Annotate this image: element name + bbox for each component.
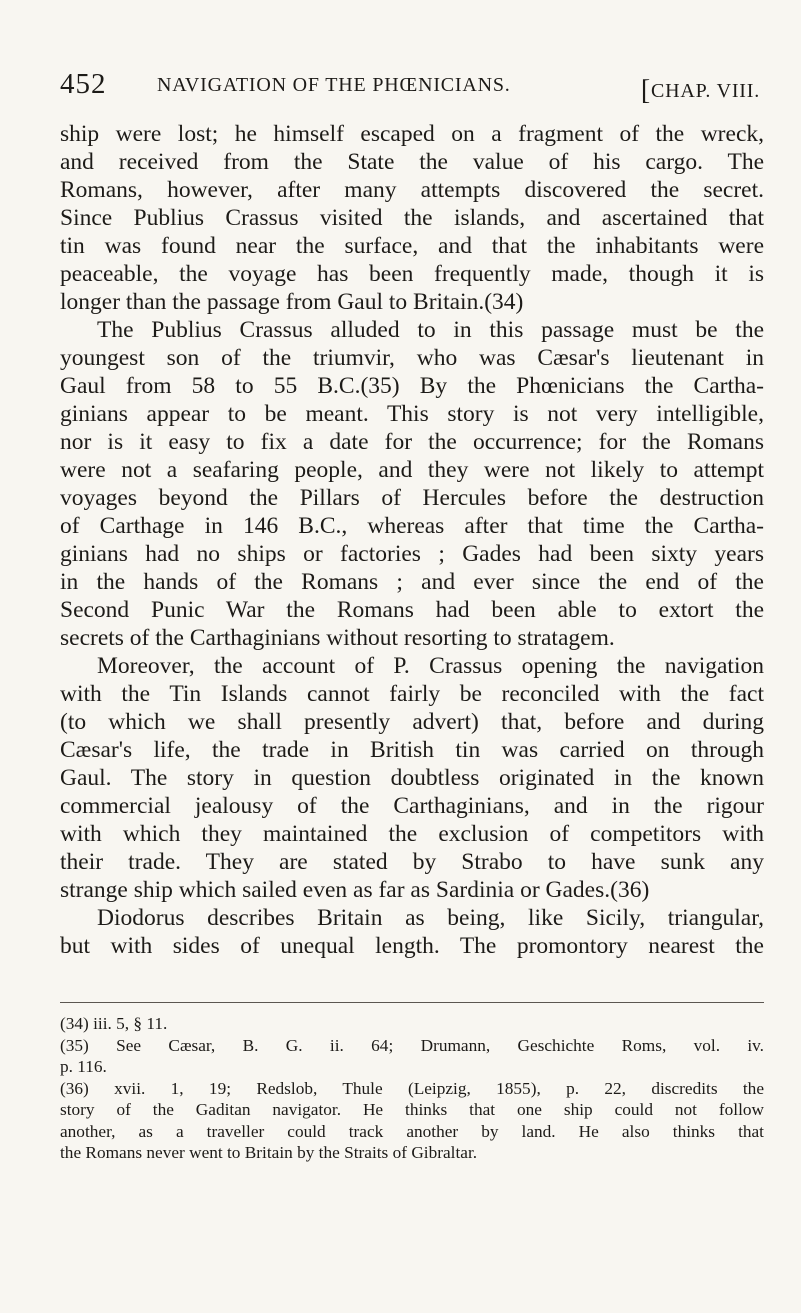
footnotes (60, 1013, 764, 1164)
body-line: and received from the State the value of his cargo. The (60, 149, 764, 175)
body-line: strange ship which sailed even as far as Sardinia or Gades.(36) (60, 877, 650, 903)
body-line: their trade. They are stated by Strabo to have sunk any (60, 849, 764, 875)
body-line: The Publius Crassus alluded to in this passage must be the (97, 317, 764, 343)
footnote-line: p. 116. (60, 1057, 107, 1076)
body-line: Cæsar's life, the trade in British tin was carried on through (60, 737, 764, 763)
body-line: with the Tin Islands cannot fairly be reconciled with the fact (60, 681, 764, 707)
footnote-line: (34) iii. 5, § 11. (60, 1014, 168, 1033)
body-line: ginians appear to be meant. This story is not very intelligible, (60, 401, 764, 427)
body-line: tin was found near the surface, and that the inhabitants were (60, 233, 764, 259)
body-line: nor is it easy to fix a date for the occurrence; for the Romans (60, 429, 764, 455)
body-line: youngest son of the triumvir, who was Cæsar's lieutenant in (60, 345, 764, 371)
body-line: Romans, however, after many attempts discovered the secret. (60, 177, 764, 203)
chapter-label-text: CHAP. VIII. (651, 80, 760, 102)
body-line: were not a seafaring people, and they were not likely to attempt (60, 457, 764, 483)
body-line: Gaul from 58 to 55 B.C.(35) By the Phœnicians the Cartha- (60, 373, 764, 399)
chapter-bracket: [ (640, 75, 651, 106)
body-line: secrets of the Carthaginians without resorting to stratagem. (60, 625, 615, 651)
body-text (60, 120, 764, 960)
body-line: commercial jealousy of the Carthaginians, and in the rigour (60, 793, 764, 819)
footnote-line: another, as a traveller could track another by land. He also thinks that (60, 1121, 764, 1141)
body-line: longer than the passage from Gaul to Britain.(34) (60, 289, 524, 315)
page-header (60, 68, 760, 104)
body-line: (to which we shall presently advert) that, before and during (60, 709, 764, 735)
footnote-divider (60, 1002, 764, 1003)
body-line: Since Publius Crassus visited the islands, and ascertained that (60, 205, 764, 231)
body-line: Moreover, the account of P. Crassus opening the navigation (97, 653, 764, 679)
body-line: Gaul. The story in question doubtless originated in the known (60, 765, 764, 791)
body-line: ginians had no ships or factories ; Gades had been sixty years (60, 541, 764, 567)
body-line: with which they maintained the exclusion of competitors with (60, 821, 764, 847)
footnote-line: (35) See Cæsar, B. G. ii. 64; Drumann, Geschichte Roms, vol. iv. (60, 1035, 764, 1055)
body-line: ship were lost; he himself escaped on a fragment of the wreck, (60, 121, 764, 147)
footnote-line: (36) xvii. 1, 19; Redslob, Thule (Leipzig, 1855), p. 22, discredits the (60, 1078, 764, 1098)
body-line: in the hands of the Romans ; and ever since the end of the (60, 569, 764, 595)
page-number: 452 (60, 68, 107, 100)
body-line: Second Punic War the Romans had been able to extort the (60, 597, 764, 623)
body-line: voyages beyond the Pillars of Hercules before the destruction (60, 485, 764, 511)
body-line: but with sides of unequal length. The promontory nearest the (60, 933, 764, 959)
body-line: of Carthage in 146 B.C., whereas after that time the Cartha- (60, 513, 764, 539)
footnote-line: the Romans never went to Britain by the Straits of Gibraltar. (60, 1143, 478, 1162)
chapter-label (641, 73, 760, 105)
body-line: Diodorus describes Britain as being, like Sicily, triangular, (97, 905, 764, 931)
footnote-line: story of the Gaditan navigator. He thinks that one ship could not follow (60, 1100, 764, 1119)
running-title: NAVIGATION OF THE PHŒNICIANS. (157, 74, 511, 96)
body-line: peaceable, the voyage has been frequently made, though it is (60, 261, 764, 287)
